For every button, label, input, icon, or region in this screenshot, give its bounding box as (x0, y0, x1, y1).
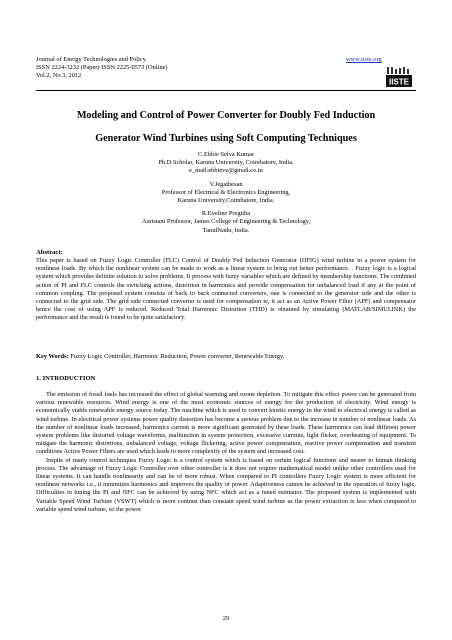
introduction-paragraph-1: The emission of fossil fuels has increased the effect of global warming and ozone depletion. To mitigate this effect power can be generated from various renewable resources. Wind energy is one of the most economic sources of energy for the production of electricity. Wind energy is economically viable renewable energy source today. The machine which is used to convert kinetic energy in the wind to electrical energy is called as wind turbine. In electrical power systems power quality distortion has become a serious problem due to the increase in number of nonlinear loads. As the number of nonlinear loads increased, harmonics current is more significant generated by these loads. These harmonics can lead different power system problems like distorted voltage waveforms, malfunction in system protection, excessive currents, light flicker, overheating of equipment. To mitigate the harmonic distortions, unbalanced voltage, voltage flickering, active power compensation, reactive power compensation and transient conditions Active Power Filters are used which leads to more complexity of the system and increased cost. (36, 391, 416, 456)
page-number: 29 (222, 615, 230, 622)
journal-url-link[interactable]: www.iiste.org (346, 56, 382, 63)
iiste-logo (384, 66, 414, 88)
paper-title-line-2: Generator Wind Turbines using Soft Computing Techniques (95, 133, 357, 144)
keywords-line (36, 353, 416, 360)
author-list (36, 151, 416, 240)
journal-name: Journal of Energy Technologies and Policy (36, 56, 146, 63)
author-3-name: R.Eveline Pregitha (201, 210, 251, 218)
author-2-title: Professor of Electrical & Electronics Engineering, (161, 188, 291, 196)
abstract-heading: Abstract: (36, 249, 63, 256)
author-1-email: e_mail:ebbieve@gmail.co.in (189, 167, 263, 175)
introduction-paragraph-2: Inspite of many control techniques Fuzzy Logic is a control system which is based on certain logical functions and nearer to human thinking process. The advantage of Fuzzy Logic Controller over other controller is it does not require mathematical model unlike other controllers used for linear systems. It can handle nonlinearity and can be of more robust. When compared to PI controllers Fuzzy Logic system is more efficient for nonlinear networks i.e., it minimizes harmonics and improves the quality of power. Adaptiveness cannot be achieved in the operation of fuzzy logic. Difficulties in tuning the PI and NFC can be achieved by using NFC which act as a tuned estimator. The proposed system is implemented with Variable Speed Wind Turbine (VSWT) which is more contrast than constant speed wind turbine as the power extraction is less when compared to variable speed wind turbine, so the power (36, 456, 416, 513)
keywords-text: Fuzzy Logic Controller, Harmonic Reduction, Power converter, Renewable Energy. (70, 353, 285, 360)
keywords-label: Key Words: (36, 353, 69, 360)
author-1-affiliation: Ph.D Scholar, Karuna University, Coimbatore, India. (158, 159, 294, 167)
author-2-name: V.Jegathesan (209, 180, 243, 188)
header-divider (36, 90, 416, 91)
journal-issn: ISSN 2224-3232 (Paper) ISSN 2225-0573 (Online) (36, 64, 168, 72)
author-1 (36, 151, 416, 176)
author-3-affiliation: TamilNadu, India. (202, 226, 250, 234)
author-2 (36, 181, 416, 206)
abstract-text: This paper is based on Fuzzy Logic Controller (FLC) Control of Doubly Fed Induction Generator (DFIG) wind turbine in a power system for nonlinear loads. By which the nonlinear system can be made to work as a linear system to bring out better performance. . Fuzzy logic is a logical system which provides definite solution to solve problems. It process with fuzzy variables which are defined by membership functions. The combined action of PI and FLC controls the switching actions, distortion in harmonics and provide compensation for unbalanced load if any at the point of common coupling. The proposed system consists of back to back connected converters, one is connected to the generator side and the other is connected to the grid side. The grid side connected converter is used for compensation ie, it act as an Active Power Filter (APF) and compensator hence the cost of using APF is reduced. Reduced Total Harmonic Distortion (THD) is obtained by simulating (MATLAB/SIMULINK) the performance and the result is found to be quite satisfactory. (36, 257, 416, 322)
author-3 (36, 210, 416, 235)
journal-volume: Vol.2, No.3, 2012 (36, 72, 82, 80)
author-1-name: C.Ebbie Selva Kumar (198, 151, 254, 158)
author-3-title: Assistant Professor, James College of Engineering & Technology, (141, 218, 311, 226)
paper-title-line-1: Modeling and Control of Power Converter for Doubly Fed Induction (76, 110, 376, 121)
author-2-affiliation: Karuna University,Coimbatore, India. (177, 197, 275, 205)
section-heading-introduction: 1. INTRODUCTION (36, 375, 96, 382)
svg-text:IISTE: IISTE (388, 77, 410, 87)
introduction-body (36, 391, 416, 514)
